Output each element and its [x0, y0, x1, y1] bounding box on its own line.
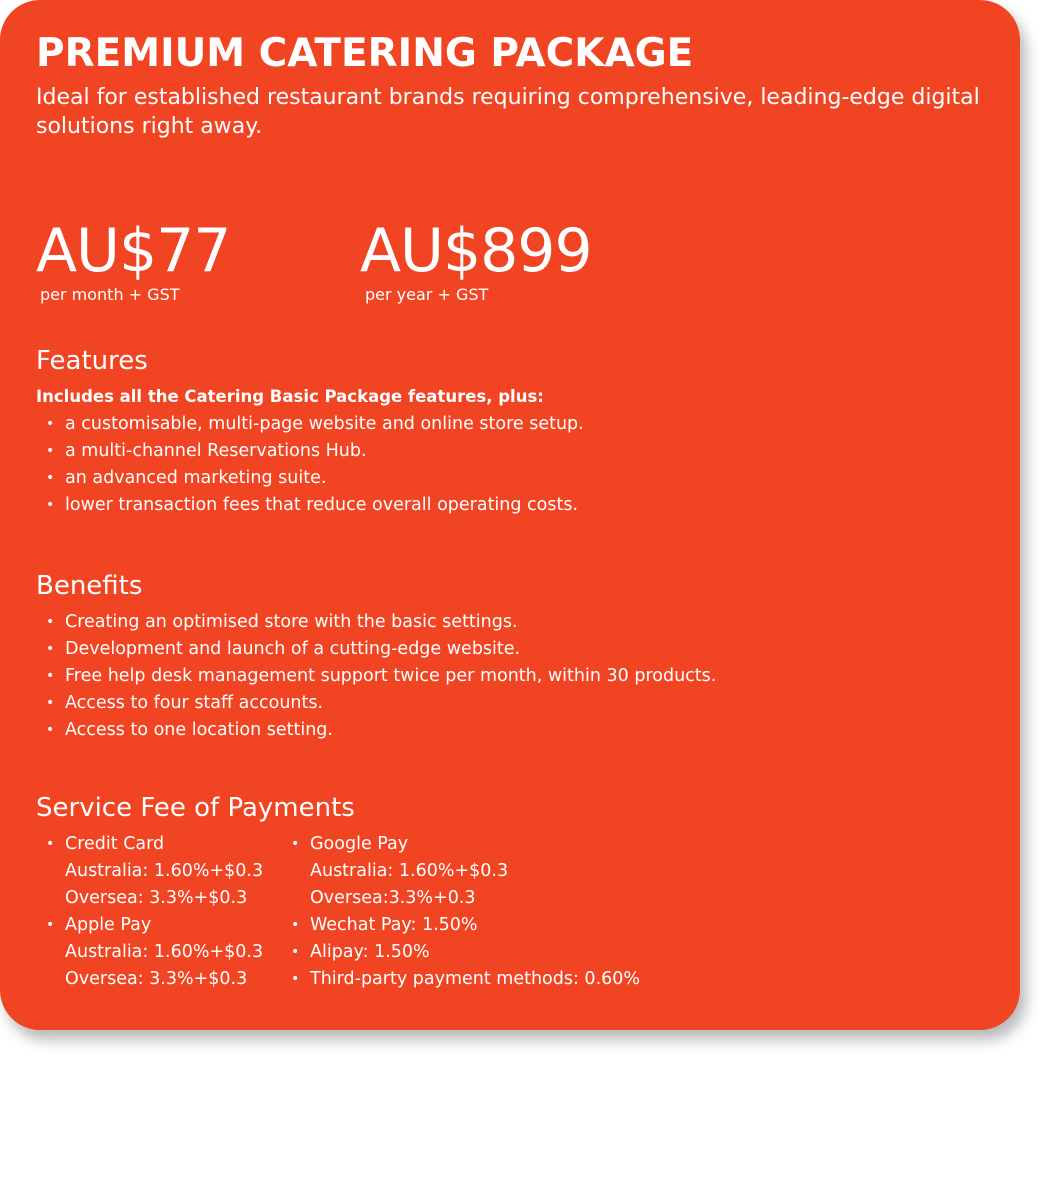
- list-item: • Access to one location setting.: [36, 717, 716, 744]
- bullet-icon: •: [291, 917, 300, 933]
- bullet-icon: •: [46, 836, 55, 852]
- bullet-icon: •: [46, 497, 55, 513]
- bullet-icon: •: [46, 416, 55, 432]
- bullet-icon: •: [46, 695, 55, 711]
- bullet-icon: •: [46, 443, 55, 459]
- bullet-icon: •: [291, 836, 300, 852]
- fee-apple-pay: • Apple Pay Australia: 1.60%+$0.3 Oversea: 3.3%+$0.3: [36, 912, 263, 993]
- list-item: • lower transaction fees that reduce overall operating costs.: [36, 492, 584, 519]
- list-item: • a multi-channel Reservations Hub.: [36, 438, 584, 465]
- features-list: [36, 411, 584, 519]
- fee-alipay: • Alipay: 1.50%: [281, 939, 640, 966]
- bullet-icon: •: [291, 944, 300, 960]
- list-item: • Access to four staff accounts.: [36, 690, 716, 717]
- bullet-icon: •: [46, 668, 55, 684]
- bullet-icon: •: [46, 614, 55, 630]
- bullet-icon: •: [46, 641, 55, 657]
- benefits-heading: Benefits: [36, 571, 143, 601]
- features-lead: Includes all the Catering Basic Package features, plus:: [36, 387, 544, 406]
- list-item: • a customisable, multi-page website and online store setup.: [36, 411, 584, 438]
- fees-heading: Service Fee of Payments: [36, 793, 355, 823]
- bullet-icon: •: [46, 917, 55, 933]
- package-title: PREMIUM CATERING PACKAGE: [36, 31, 694, 76]
- benefits-list: [36, 609, 716, 744]
- list-item: • Free help desk management support twice per month, within 30 products.: [36, 663, 716, 690]
- list-item: • an advanced marketing suite.: [36, 465, 584, 492]
- fees-right-column: [281, 831, 640, 993]
- features-heading: Features: [36, 346, 148, 376]
- bullet-icon: •: [46, 722, 55, 738]
- fee-third-party: • Third-party payment methods: 0.60%: [281, 966, 640, 993]
- bullet-icon: •: [291, 971, 300, 987]
- bullet-icon: •: [46, 470, 55, 486]
- fee-wechat-pay: • Wechat Pay: 1.50%: [281, 912, 640, 939]
- fee-google-pay: • Google Pay Australia: 1.60%+$0.3 Oversea:3.3%+0.3: [281, 831, 640, 912]
- monthly-price: AU$77: [36, 216, 231, 286]
- monthly-price-note: per month + GST: [40, 285, 180, 304]
- fees-left-column: [36, 831, 263, 993]
- yearly-price: AU$899: [360, 216, 592, 286]
- yearly-price-note: per year + GST: [365, 285, 489, 304]
- package-subtitle: Ideal for established restaurant brands requiring comprehensive, leading-edge digital solutions right away.: [36, 85, 980, 139]
- fee-credit-card: • Credit Card Australia: 1.60%+$0.3 Oversea: 3.3%+$0.3: [36, 831, 263, 912]
- list-item: • Creating an optimised store with the basic settings.: [36, 609, 716, 636]
- list-item: • Development and launch of a cutting-edge website.: [36, 636, 716, 663]
